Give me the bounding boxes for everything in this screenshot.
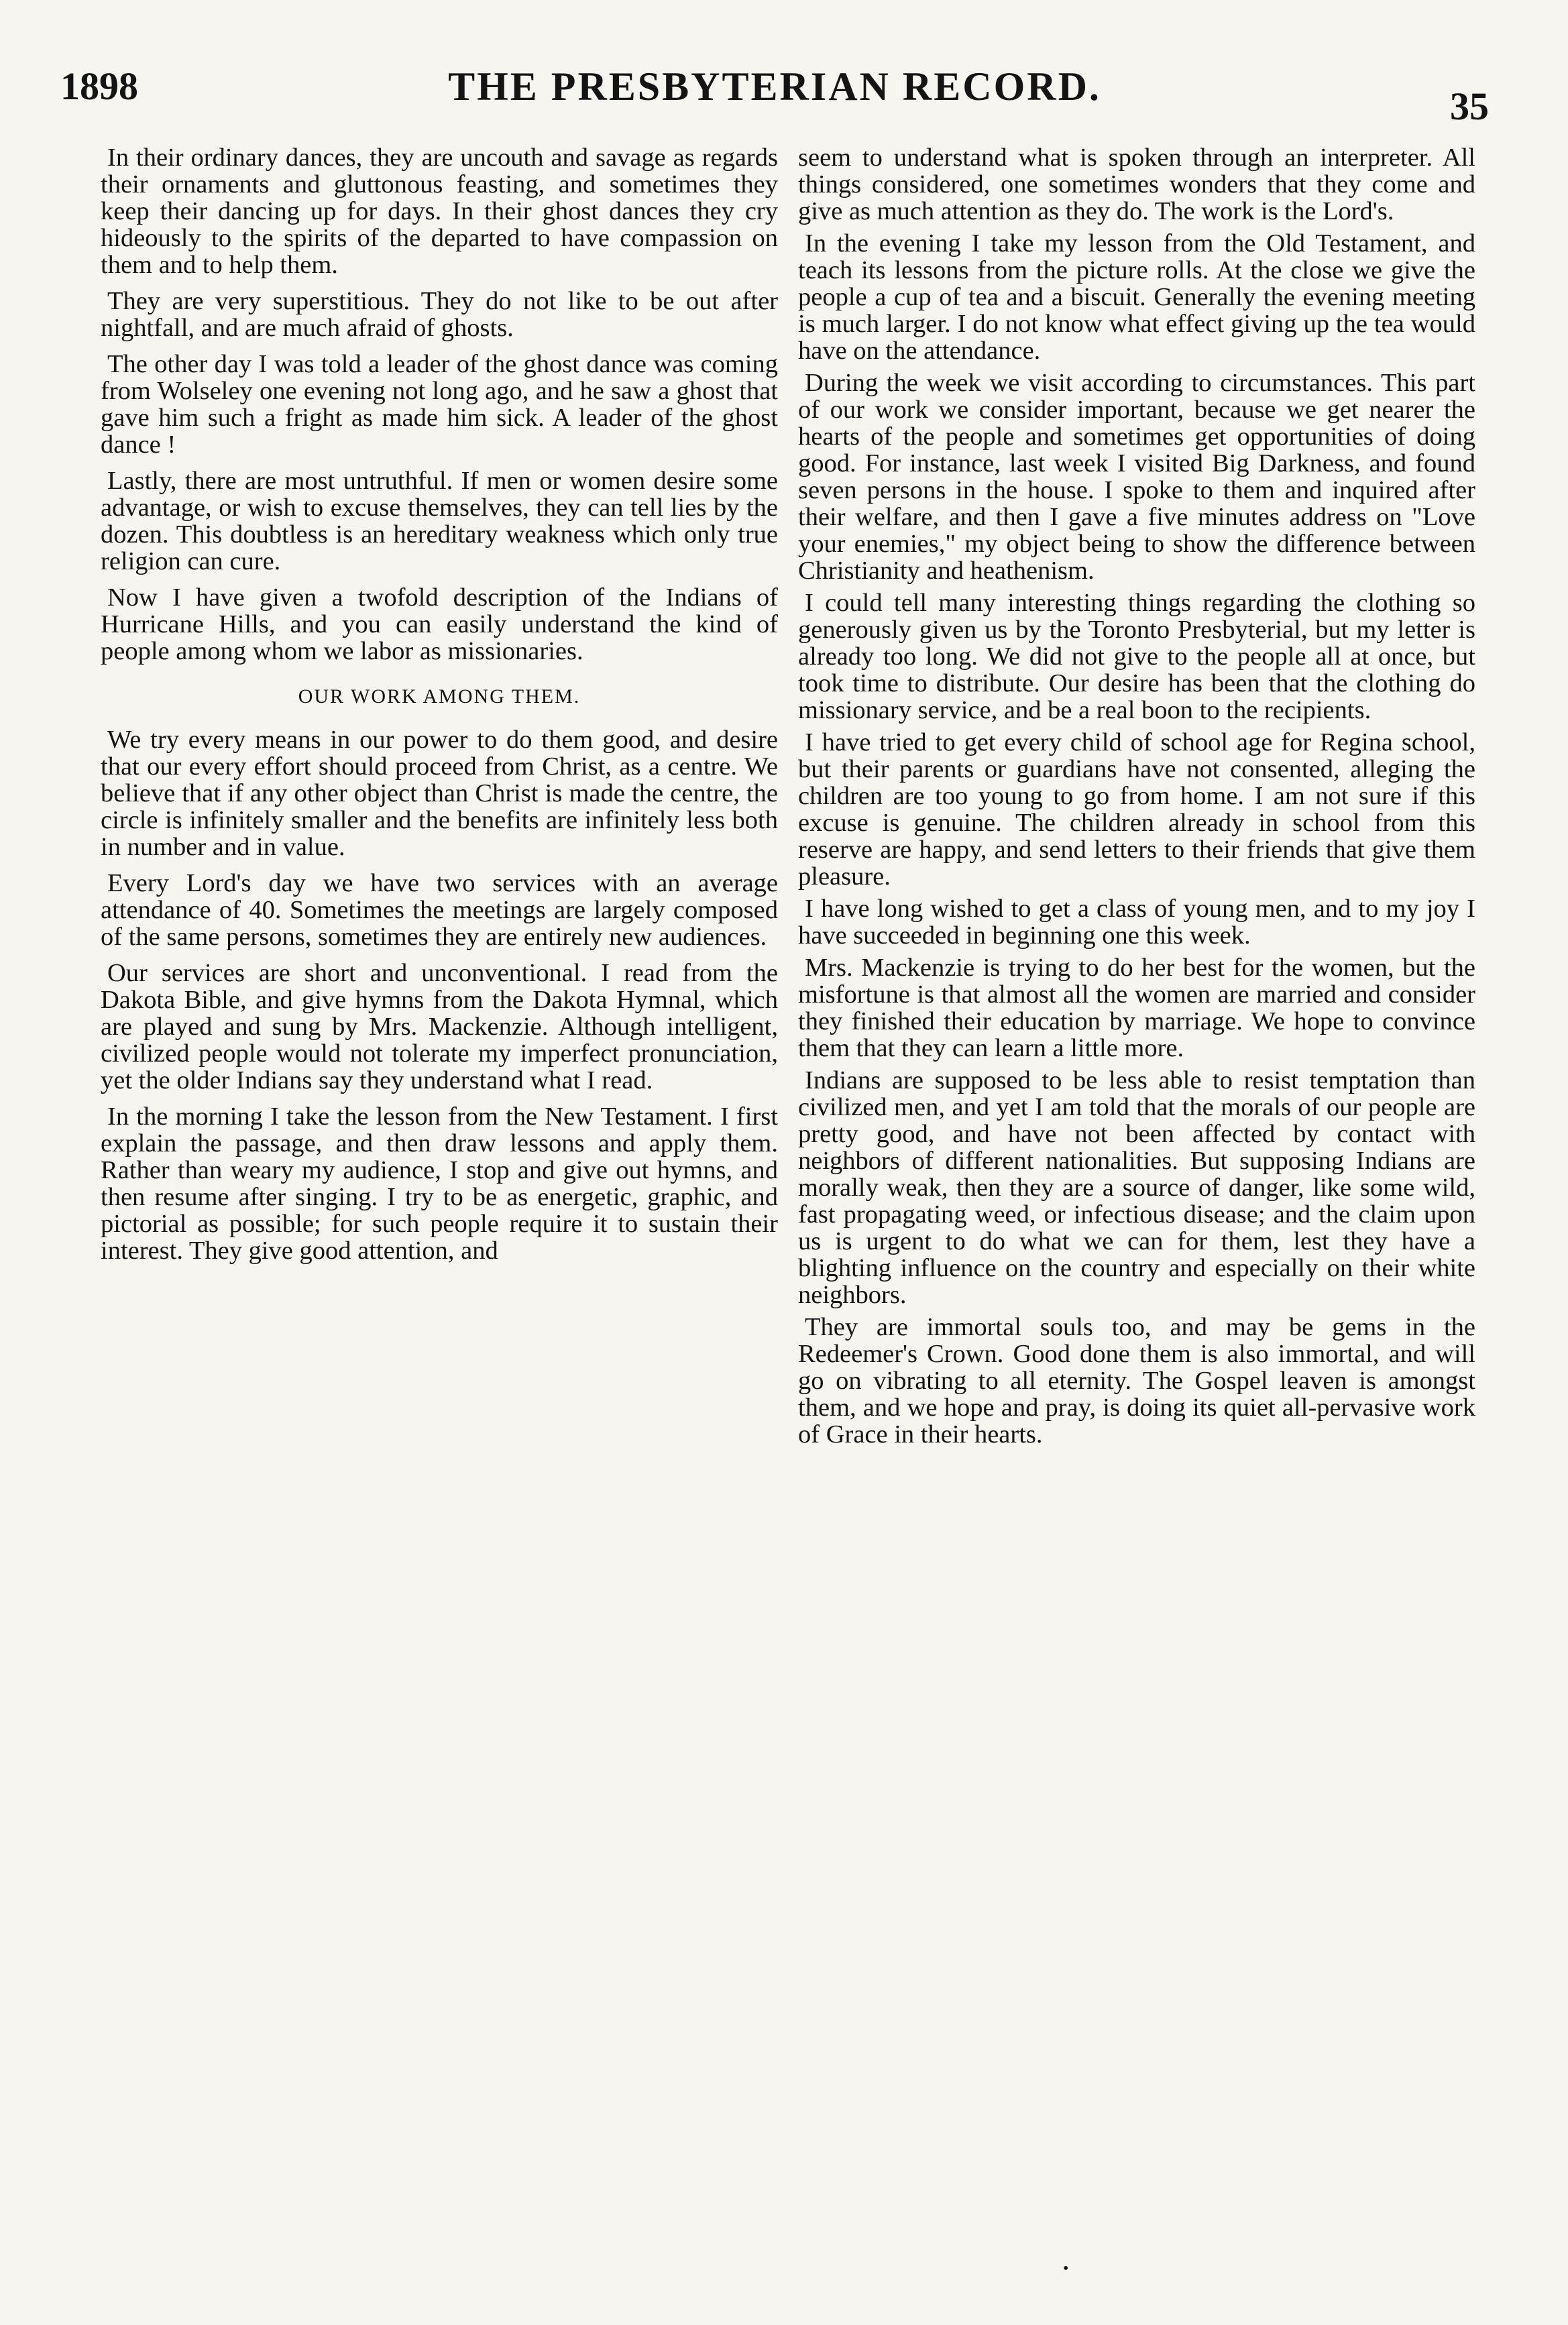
page-header [60,64,1489,128]
page-number: 35 [1450,84,1489,128]
publication-title: THE PRESBYTERIAN RECORD. [448,64,1101,109]
paragraph: I have long wished to get a class of young men, and to my joy I have succeeded in beginning one this week. [798,895,1475,950]
paragraph: They are very superstitious. They do not like to be out after nightfall, and are much afraid of ghosts. [101,287,778,342]
paragraph: I have tried to get every child of school age for Regina school, but their parents or guardians have not consented, alleging the children are too young to go from home. I am not sure if this excuse is genuine. The children already in school from this reserve are happy, and send letters to their friends that give them pleasure. [798,728,1475,891]
page-year: 1898 [60,64,138,108]
paragraph: Indians are supposed to be less able to resist temptation than civilized men, and yet I am told that the morals of our people are pretty good, and have not been affected by contact with neighbors of different nationalities. But supposing Indians are morally weak, then they are a source of danger, like some wild, fast propagating weed, or infectious disease; and the claim upon us is urgent to do what we can for them, lest they have a blighting influence on the country and especially on their white neighbors. [798,1066,1475,1309]
right-column [798,144,1475,1453]
paragraph: The other day I was told a leader of the ghost dance was coming from Wolseley one evening not long ago, and he saw a ghost that gave him such a fright as made him sick. A leader of the ghost dance ! [101,350,778,459]
paragraph: Our services are short and unconventional. I read from the Dakota Bible, and give hymns from the Dakota Hymnal, which are played and sung by Mrs. Mackenzie. Although intelligent, civilized people would not tolerate my imperfect pronunciation, yet the older Indians say they understand what I read. [101,959,778,1094]
paragraph: During the week we visit according to circumstances. This part of our work we consider important, because we get nearer the hearts of the people and sometimes get opportunities of doing good. For instance, last week I visited Big Darkness, and found seven persons in the house. I spoke to them and inquired after their welfare, and then I gave a five minutes address on "Love your enemies," my object being to show the difference between Christianity and heathenism. [798,369,1475,585]
paragraph: Mrs. Mackenzie is trying to do her best for the women, but the misfortune is that almost all the women are married and consider they finished their education by marriage. We hope to convince them that they can learn a little more. [798,954,1475,1062]
paragraph: Now I have given a twofold description of the Indians of Hurricane Hills, and you can easily understand the kind of people among whom we labor as missionaries. [101,583,778,665]
paragraph: Every Lord's day we have two services with an average attendance of 40. Sometimes the meetings are largely composed of the same persons, sometimes they are entirely new audiences. [101,869,778,951]
paragraph: I could tell many interesting things regarding the clothing so generously given us by the Toronto Presbyterial, but my letter is already too long. We did not give to the people all at once, but took time to distribute. Our desire has been that the clothing do missionary service, and be a real boon to the recipients. [798,589,1475,724]
paragraph: seem to understand what is spoken through an interpreter. All things considered, one sometimes wonders that they come and give as much attention as they do. The work is the Lord's. [798,144,1475,225]
paragraph: Lastly, there are most untruthful. If men or women desire some advantage, or wish to excuse themselves, they can tell lies by the dozen. This doubtless is an hereditary weakness which only true religion can cure. [101,467,778,575]
section-heading: OUR WORK AMONG THEM. [298,685,581,707]
left-column [101,144,778,1273]
paragraph: We try every means in our power to do them good, and desire that our every effort should proceed from Christ, as a centre. We believe that if any other object than Christ is made the centre, the circle is infinitely smaller and the benefits are infinitely less both in number and in value. [101,726,778,861]
paragraph: In the evening I take my lesson from the Old Testament, and teach its lessons from the picture rolls. At the close we give the people a cup of tea and a biscuit. Generally the evening meeting is much larger. I do not know what effect giving up the tea would have on the attendance. [798,229,1475,365]
paragraph: They are immortal souls too, and may be gems in the Redeemer's Crown. Good done them is also immortal, and will go on vibrating to all eternity. The Gospel leaven is amongst them, and we hope and pray, is doing its quiet all-pervasive work of Grace in their hearts. [798,1313,1475,1449]
paragraph: In the morning I take the lesson from the New Testament. I first explain the passage, and then draw lessons and apply them. Rather than weary my audience, I stop and give out hymns, and then resume after singing. I try to be as energetic, graphic, and pictorial as possible; for such people require it to sustain their interest. They give good attention, and [101,1102,778,1265]
paragraph: In their ordinary dances, they are uncouth and savage as regards their ornaments and gluttonous feasting, and sometimes they keep their dancing up for days. In their ghost dances they cry hideously to the spirits of the departed to have compassion on them and to help them. [101,144,778,279]
end-ornament: • [1063,2260,1069,2277]
